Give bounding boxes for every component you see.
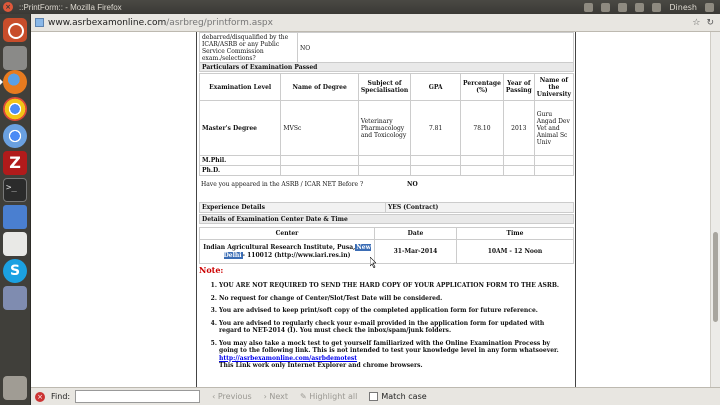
mock-test-link[interactable]: http://asrbexamonline.com/asrbdemotest [219,354,358,362]
system-tray [584,3,720,12]
find-input[interactable] [75,390,200,403]
sound-icon[interactable] [635,3,644,12]
find-next-button[interactable]: › Next [263,392,289,401]
col-university: Name of the University [534,74,573,101]
particulars-table [199,73,574,176]
exam-time: 10AM - 12 Noon [457,240,574,264]
skype-tray-icon[interactable] [584,3,593,12]
page-viewport [31,32,710,387]
net-question: Have you appeared in the ASRB / ICAR NET Before ? [201,181,364,188]
col-year: Year of Passing [503,74,534,101]
debarred-answer: NO [298,33,574,64]
col-gpa: GPA [411,74,461,101]
col-date: Date [375,228,457,240]
launcher [0,14,31,405]
center-heading: Details of Examination Center Date & Time [199,214,574,224]
exam-date: 31-Mar-2014 [375,240,457,264]
print-form [196,32,576,387]
particulars-heading: Particulars of Examination Passed [199,62,574,72]
highlight-all-button[interactable]: ✎ Highlight all [300,392,358,401]
terminal-icon[interactable]: >_ [3,178,27,202]
dropbox-tray-icon[interactable] [601,3,610,12]
mail-icon[interactable] [652,3,661,12]
drive-icon[interactable] [3,286,27,310]
net-answer: NO [407,181,418,188]
filezilla-icon[interactable]: Z [3,151,27,175]
window-title: ::PrintForm:: - Mozilla Firefox [19,2,122,12]
close-window-icon[interactable]: × [3,2,13,12]
address-bar[interactable] [31,14,720,32]
note-title: Note: [199,265,224,275]
center-name: Indian Agricultural Research Institute, Pusa,New Delhi- 110012 (http://www.iari.res.in) [200,240,375,264]
find-bar [31,387,720,405]
url-text[interactable]: www.asrbexamonline.com/asrbreg/printform.aspx [48,17,273,28]
list-item: 4. You are advised to regularly check your e-mail provided in the application form for updated with regard to NET-2014 (I). You must check the inbox/spam/junk folders. [219,320,561,335]
list-item: 5. You may also take a mock test to get yourself familiarized with the Online Examination Process by going to the following link. This is not intended to test your knowledge level in any form whatsoever. http://asrbexamonline.com/asrbdemotest This Link work only Internet Explorer and chrome browsers. [219,340,561,370]
debarred-question: debarred/disqualified by the ICAR/ASRB or any Public Service Commission exam./selections? [200,33,298,64]
virtualbox-icon[interactable] [3,205,27,229]
col-exam-level: Examination Level [200,74,281,101]
table-row [200,240,574,264]
match-case-label: Match case [381,392,427,401]
skype-icon[interactable]: S [3,259,27,283]
list-item: 3. You are advised to keep print/soft copy of the completed application form for future reference. [219,307,561,315]
match-case-checkbox[interactable] [369,392,378,401]
particulars-header-row [200,74,574,101]
experience-table [199,202,574,213]
bookmark-star-icon[interactable]: ☆ [692,17,701,28]
text-editor-icon[interactable] [3,232,27,256]
trash-icon[interactable] [3,376,27,400]
scrollbar-thumb[interactable] [713,232,718,322]
col-center: Center [200,228,375,240]
user-name[interactable]: Dinesh [669,2,697,12]
list-item: 1. YOU ARE NOT REQUIRED TO SEND THE HARD COPY OF YOUR APPLICATION FORM TO THE ASRB. [219,282,561,290]
table-row: Ph.D. [200,166,574,176]
find-previous-button[interactable]: ‹ Previous [212,392,252,401]
experience-label: Experience Details [200,203,386,213]
chromium-icon[interactable] [3,124,27,148]
system-top-bar [0,0,720,14]
table-row: M.Phil. [200,156,574,166]
list-item: 2. No request for change of Center/Slot/Test Date will be considered. [219,295,561,303]
col-degree: Name of Degree [281,74,358,101]
site-favicon-icon [35,18,44,27]
debarred-table [199,32,574,64]
experience-value: YES (Contract) [386,203,574,213]
power-gear-icon[interactable] [705,3,714,12]
chrome-icon[interactable] [3,97,27,121]
col-subject: Subject of Specialisation [358,74,410,101]
selected-text: New Delhi [223,243,371,259]
col-time: Time [457,228,574,240]
vertical-scrollbar[interactable] [710,32,720,387]
reload-icon[interactable]: ↻ [706,17,714,28]
center-table [199,227,574,264]
files-icon[interactable] [3,46,27,70]
mouse-cursor-icon [370,257,376,268]
ubuntu-dash-icon[interactable] [3,18,27,42]
network-icon[interactable] [618,3,627,12]
find-label: Find: [51,392,71,401]
note-list [209,282,561,375]
table-row: Master's Degree MVSc Veterinary Pharmacology and Toxicology 7.81 78.10 2013 Guru Angad Dev Vet and Animal Sc Univ [200,101,574,156]
firefox-icon[interactable] [3,70,27,94]
col-percentage: Percentage (%) [461,74,504,101]
close-find-icon[interactable]: × [35,392,45,402]
